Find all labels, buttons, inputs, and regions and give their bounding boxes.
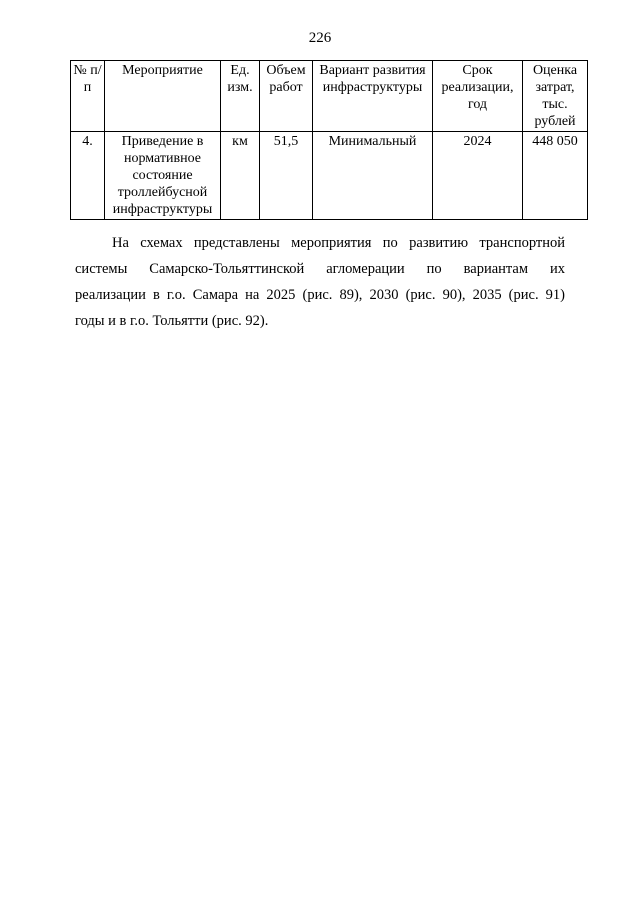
header-variant: Вариант развития инфраструктуры: [313, 61, 433, 132]
header-unit: Ед. изм.: [221, 61, 260, 132]
header-number: № п/п: [71, 61, 105, 132]
measures-table: [70, 60, 588, 220]
cell-term: 2024: [433, 132, 523, 220]
cell-variant: Минимальный: [313, 132, 433, 220]
table-row: [71, 132, 588, 220]
table-header-row: [71, 61, 588, 132]
header-volume: Объем работ: [260, 61, 313, 132]
cell-number: 4.: [71, 132, 105, 220]
cell-unit: км: [221, 132, 260, 220]
paragraph-line: реализации в г.о. Самара на 2025 (рис. 89), 2030 (рис. 90), 2035 (рис. 91): [75, 287, 565, 303]
header-measure: Мероприятие: [105, 61, 221, 132]
cell-measure: Приведение в нормативное состояние троллейбусной инфраструктуры: [105, 132, 221, 220]
paragraph-line: годы и в г.о. Тольятти (рис. 92).: [75, 313, 269, 329]
cell-cost: 448 050: [523, 132, 588, 220]
header-term: Срок реализации, год: [433, 61, 523, 132]
cell-volume: 51,5: [260, 132, 313, 220]
paragraph-line: На схемах представлены мероприятия по развитию транспортной: [112, 235, 565, 251]
header-cost: Оценка затрат, тыс. рублей: [523, 61, 588, 132]
body-paragraph: [75, 230, 565, 334]
paragraph-line: системы Самарско-Тольяттинской агломерации по вариантам их: [75, 261, 565, 277]
page-number: 226: [308, 30, 332, 46]
